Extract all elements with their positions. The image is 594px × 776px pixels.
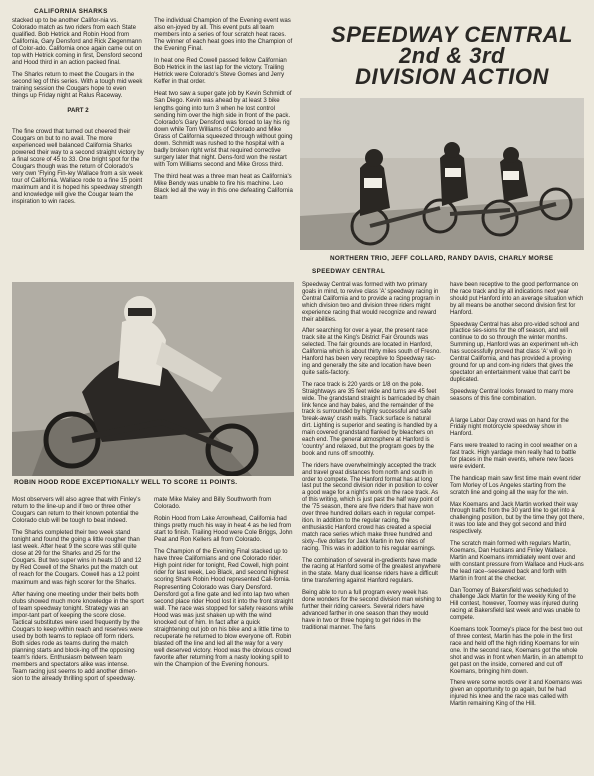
article-paragraph: Koemans took Toomey's place for the best two out of three contest, Martin has the pole in the first race and held off the high riding Koemans for win one. In the second race, Koemans got the whole shot and was in front when Martin, in an attempt to get past on the inside, cornered and cut off Koemans, bringing him down. [450, 627, 584, 675]
article-paragraph: The riders have overwhelmingly accepted the track and travel great distances from north and south in order to compete. The Hanford format has at long last put the second division rider in position to cover a good wage for a night's work on the race track. As of this writing, which is just past the half way point of the '75 season, there are five riders that have won over three hundred dollars each in regular compet-ition. In addition to the regular racing, the enthusiastic Hanford crowd has created a special match race series which make three hundred and sixty--five dollars for Jack Martin in two nites of racing. This was in addition to his regular earnings. [302, 462, 440, 552]
article-paragraph: The Sharks return to meet the Cougars in the second leg of this series. With a tough mid week training session the Cougars hope to even things up Friday night at Ralus Raceway. [12, 71, 143, 100]
article-paragraph: Heat two saw a super gate job by Kevin Schmidt of San Diego. Kevin was ahead by at least 3 bike lengths going into turn 3 when he lost control sending him over the high side in front of the pack. Colorado's Gary Densford was forced to lay his rig down while Tom Williams of Colorado and Mike Grass of California squeezed through without going down. Schmidt was rushed to the hospital with a badly broken right wrist that required corrective surgery later that night. Dens-ford won the restart with Tom Williams second and Mike Gross third. [154, 90, 293, 168]
article-paragraph: The Champion of the Evening Final stacked up to have three Californians and one Colorado rider. High point rider for tonight, Red Cowell, high point rider for last week, Leo Black, and second highest scoring Shark Robin Hood represented Cali-fornia. Representing Colorado was Gary Densford. Densford got a fine gate and led into lap two when second place rider Hood lost it into the front straight wall. The race was stopped for safety reasons while Hood was was just shaken up with the wind knocked out of him. In fact after a quick straightening out job on his bike and a little time to recuperate he returned to blow everyone off. Robin blasted off the line and led all the way for a very well deserved victory. Hood was the obvious crowd favorite after returning from a nasty looking spill to win the Champion of the Evening honours. [154, 548, 294, 669]
speedway-central-column [302, 282, 442, 637]
article-paragraph: Speedway Central looks forward to many more seasons of this fine combination. [450, 388, 574, 402]
california-sharks-heading: CALIFORNIA SHARKS [34, 8, 108, 15]
bottom-left-column [12, 496, 144, 687]
article-paragraph: After searching for over a year, the present race track site at the King's District Fair Grounds was selected. The fair grounds are located in Hanford, California which is about thirty miles south of Fresno. Hanford has been very receptive to Speedway rac-ing and generally the site and location have been quite satis-factory. [302, 328, 441, 376]
article-paragraph: The race track is 220 yards or 1/8 on the pole. Straightways are 35 feet wide and turns are 45 feet wide. The grandstand straight is barricaded by chain link fence and hay bales, and the remainder of the track is surrounded by highly successful and safe 'break-away' crash walls. Track surface is natural dirt. Lighting is superior and seating is handled by a main covered grandstand flanked by bleachers on each end. The general atmosphere at Hanford is 'country' and relaxed, but the program goes by the book and runs off smoothly. [302, 381, 440, 457]
bottom-middle-column [154, 496, 294, 673]
article-paragraph: The Sharks completed their two week stand tonight and found the going a little rougher than last week. After heat 9 the score was still quite close at 29 for the Sharks and 25 for the Cougars. But two super wins in heats 10 and 12 by Red Cowell of the Sharks put the match out of reach for the Cougars. Cowell has a 12 point maximum and was high scorer for the Sharks. [12, 529, 142, 586]
middle-upper-column [154, 17, 294, 206]
article-paragraph: Most observers will also agree that with Finley's return to the line-up and if two or three other Cougars can return to their known potential the Colorado club will be tough to beat indeed. [12, 496, 141, 525]
article-paragraph: The individual Champion of the Evening event was also en-joyed by all. This event puts all team members into a series of four scratch heat races. The winner of each heat goes into the Champion of the Evening Final. [154, 17, 293, 53]
article-paragraph: stacked up to be another Califor-nia vs. Colorado match as two riders from each State qualified. Bob Hetrick and Robin Hood from California, Gary Densford and Rick Ziegenmann of Color-ado. California once again came out on top with Hetrick coming in first, Densford second and Hood third in an action packed final. [12, 17, 143, 67]
article-paragraph: After having one meeting under their belts both clubs showed much more knowledge in the sport of team speedway tonight. Strategy was an impor-tant part of keeping the score close. Tactical substitutes were used frequently by the Cougars to keep within reach and reserves were used by both teams to replace off form riders. Both sides rode as teams during the match planning starts and block-ing off the opposing team's riders. Enthusiasm between team members and spectators alike was intense. Team racing just seems to add another dimen-sion to the already thrilling sport of speedway. [12, 590, 144, 683]
article-paragraph: Fans were treated to racing in cool weather on a fast track. High yardage men really had to battle for places in the main events, where new faces were evident. [450, 443, 578, 470]
article-paragraph: Robin Hood from Lake Arrowhead, California had things pretty much his way in heat 4 as he led from start to finish. Trailing Hood were Cole Briggs, John Peat and Ron Kellers all from Colorado. [154, 515, 293, 544]
page-headline [320, 24, 584, 87]
article-paragraph: Being able to run a full program every week has done wonders for the second division man wishing to further their riding careers. Several riders have advanced farther in one season than they would have in two or three hoping to get rides in the traditional manner. The fans [302, 590, 442, 631]
trio-photo [300, 98, 584, 250]
article-paragraph: The fine crowd that turned out cheered their Cougars on but to no avail. The more experienced well balanced California Sharks powered their way to a second straight victory by a final score of 45 to 33. One bright spot for the Cougars though was the return of Colorado's very own 'Flying Fin-ley Wallace from a six week tour of California. Wallace rode to a fine 15 point maximum and it is hoped his speedway strength and knowledge will give the Cougar team the inspiration to win races. [12, 127, 144, 206]
robin-hood-illustration [12, 282, 294, 476]
article-paragraph: have been receptive to the good performance on the race track and by all indications next year should put Hanford into an average situation which by all means be another second division first for Hanford. [450, 282, 584, 316]
rider-photo [12, 282, 294, 476]
speedway-central-heading: SPEEDWAY CENTRAL [312, 268, 386, 275]
right-column [450, 282, 584, 713]
article-paragraph: The combination of several in-gredients have made the racing at Hanford some of the greatest anywhere in the state. Many dual license riders have a difficult time transferring against Hanford regulars. [302, 557, 441, 585]
rider-photo-caption: ROBIN HOOD RODE EXCEPTIONALLY WELL TO SCORE 11 POINTS. [14, 479, 238, 486]
trio-photo-caption: NORTHERN TRIO, JEFF COLLARD, RANDY DAVIS, CHARLY MORSE [330, 255, 554, 262]
article-paragraph: The third heat was a three man heat as California's Mike Bendy was unable to fire his machine. Leo Black led all the way in this one defeating California team [154, 172, 293, 202]
article-paragraph: Speedway Central has also pro-vided school and practice ses-sions for the off season, and will continue to do so through the winter months. Summing up, Hanford was an experiment wh-ich has successfully proved that class 'A' will go in Central California, and has provided a proving ground for up and com-ing riders that gives the spectator an entertainment value that can't be duplicated. [450, 321, 580, 383]
part-heading: PART 2 [67, 106, 89, 114]
article-paragraph: The scratch main formed with regulars Martin, Koemans, Dan Huckans and Finley Wallace. Martin and Koemans immidiately went over and with constant pressure from Wallace and Huck-ans the lead race--seesawed back and forth with Martin in front at the checker. [450, 541, 584, 582]
riders-trio-illustration [300, 98, 584, 250]
left-upper-column [12, 17, 144, 210]
article-paragraph: The handicap main saw first time main event rider Tom Morley of Los Angeles starting from the scratch line and going all the way for the win. [450, 475, 582, 496]
article-paragraph: Dan Toomey of Bakersfield was scheduled to challenge Jack Martin for the weekly King of the Hill contest, however, Toomey was injured during racing at Bakersfield last week and was unable to compete. [450, 587, 581, 622]
article-paragraph: Speedway Central was formed with two primary goals in mind, to revive class 'A' speedway racing in Central California and to provide a racing program in which division two and division three riders might experience racing that would recognize and reward their abilities. [302, 282, 440, 323]
headline-line: SPEEDWAY CENTRAL [331, 22, 573, 47]
article-paragraph: There were some words over it and Koemans was given an opportunity to go again, but he had injured his knee and the race was called with Martin remaining King of the Hill. [450, 680, 583, 708]
headline-line: DIVISION ACTION [355, 64, 549, 89]
article-paragraph: mate Mike Maley and Billy Southworth from Colorado. [154, 496, 272, 511]
article-paragraph: A large Labor Day crowd was on hand for the Friday night motorcycle speedway show in Hanford. [450, 417, 569, 438]
headline-line: 2nd & 3rd [399, 43, 505, 68]
article-paragraph: Max Koemans and Jack Martin worked their way through traffic from the 30 yard line to get into a challenging position, but by the time they got there, it was too late and they got second and third respectively. [450, 501, 585, 536]
article-paragraph: In heat one Red Cowell passed fellow Californian Bob Hetrick in the last lap for the victory. Trailing Hetrick were Colorado's Steve Gomes and Jerry Keffer in that order. [154, 57, 287, 86]
column-gap [450, 408, 584, 418]
